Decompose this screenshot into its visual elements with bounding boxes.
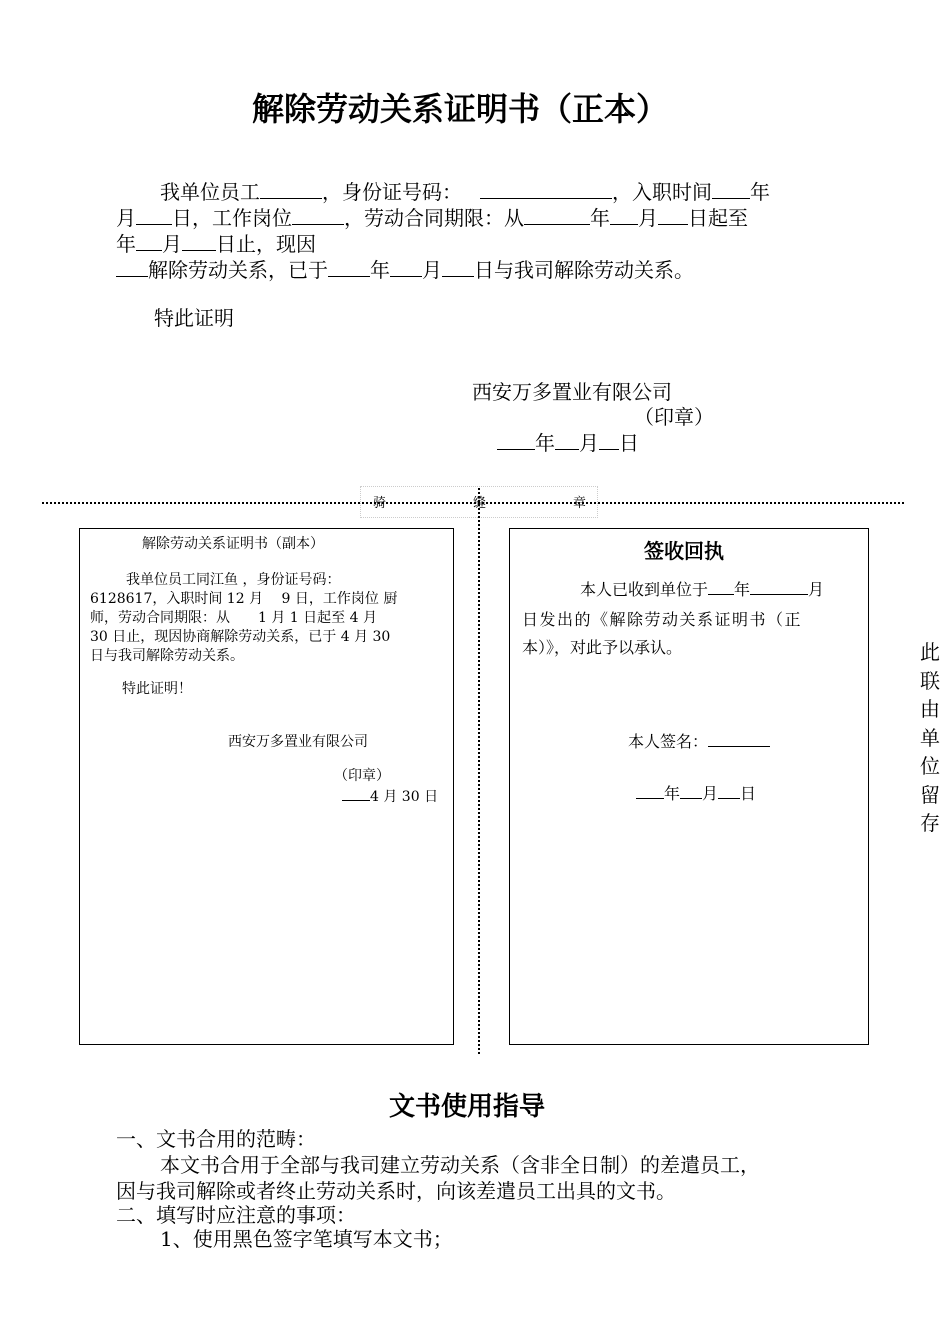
- copy-certify: 特此证明！: [122, 681, 192, 697]
- blank-contract-end-day[interactable]: [182, 232, 216, 251]
- blank-hire-year[interactable]: [712, 180, 750, 199]
- guide-section-2: 二、填写时应注意的事项：: [116, 1203, 356, 1227]
- copy-text: 6128617，入职时间 12 月 9 日，工作岗位 厨: [90, 591, 398, 607]
- blank-receipt-date-month[interactable]: [680, 782, 702, 799]
- main-text: 日与我司解除劳动关系。: [474, 258, 694, 282]
- main-text: 月: [162, 232, 182, 256]
- receipt-text: 年: [664, 784, 681, 803]
- main-text: ，入职时间: [612, 180, 712, 204]
- blank-receipt-year[interactable]: [708, 578, 734, 595]
- cut-line-horizontal: [42, 502, 904, 504]
- signature-field[interactable]: [708, 730, 770, 747]
- main-text: 月: [116, 206, 136, 230]
- blank-position[interactable]: [292, 206, 344, 225]
- main-text: 年: [590, 206, 610, 230]
- blank-employee-name[interactable]: [260, 180, 322, 199]
- receipt-line-1: [580, 575, 824, 605]
- blank-termination-day[interactable]: [442, 258, 474, 277]
- blank-hire-month[interactable]: [136, 206, 172, 225]
- receipt-text: 年: [734, 580, 751, 599]
- copy-text: 师，劳动合同期限：从 1 月 1 日起至 4 月: [90, 610, 377, 626]
- main-text: 我单位员工: [160, 180, 260, 204]
- receipt-text: 本人签名：: [628, 732, 709, 751]
- seam-char: 章: [573, 496, 587, 511]
- blank-copy-date[interactable]: [342, 786, 370, 801]
- receipt-title: 签收回执: [644, 539, 724, 563]
- copy-title: 解除劳动关系证明书（副本）: [142, 536, 324, 552]
- receipt-text: 日: [740, 784, 757, 803]
- blank-date-month[interactable]: [555, 431, 579, 450]
- main-text: ，劳动合同期限：从: [344, 206, 524, 230]
- main-text: 解除劳动关系，已于: [148, 258, 328, 282]
- main-text: 年: [370, 258, 390, 282]
- copy-text: 我单位员工同江鱼 ，身份证号码：: [126, 572, 341, 588]
- copy-date: [342, 786, 438, 807]
- blank-reason[interactable]: [116, 258, 148, 277]
- guide-title: 文书使用指导: [388, 1092, 545, 1122]
- main-line-2: [116, 205, 748, 231]
- copy-seal: （印章）: [334, 768, 390, 784]
- main-text: 月: [422, 258, 442, 282]
- blank-date-year[interactable]: [497, 431, 535, 450]
- copy-company: 西安万多置业有限公司: [228, 734, 368, 750]
- main-text: 日止，现因: [216, 232, 316, 256]
- blank-contract-end-month[interactable]: [136, 232, 162, 251]
- main-text: 月: [638, 206, 658, 230]
- blank-receipt-date-day[interactable]: [718, 782, 740, 799]
- receipt-text: 月: [702, 784, 719, 803]
- company-name: 西安万多置业有限公司: [472, 380, 672, 404]
- copy-text: 30 日止，现因协商解除劳动关系，已于 4 月 30: [90, 629, 391, 645]
- certify-text: 特此证明: [154, 306, 234, 330]
- copy-box: [79, 528, 454, 1045]
- main-date: [497, 430, 639, 456]
- document-title: 解除劳动关系证明书（正本）: [251, 90, 668, 128]
- cut-line-vertical: [478, 488, 480, 1054]
- blank-contract-start-year[interactable]: [524, 206, 590, 225]
- seal-label: （印章）: [634, 405, 714, 429]
- main-text: 日起至: [688, 206, 748, 230]
- receipt-line-3: 本）》，对此予以承认。: [522, 638, 683, 657]
- guide-text: 1、使用黑色签字笔填写本文书；: [160, 1227, 453, 1251]
- blank-receipt-date-year[interactable]: [636, 782, 664, 799]
- seam-char: 骑: [373, 496, 387, 511]
- receipt-date: [636, 779, 756, 809]
- main-text: 日: [619, 431, 639, 455]
- copy-text: 4 月 30 日: [370, 789, 439, 805]
- blank-contract-start-day[interactable]: [658, 206, 688, 225]
- receipt-sign: [628, 727, 770, 757]
- main-text: ，身份证号码：: [322, 180, 462, 204]
- main-line-1: [160, 179, 770, 205]
- side-note: 此联由单位留存: [920, 640, 940, 835]
- blank-date-day[interactable]: [599, 431, 619, 450]
- main-text: 日，工作岗位: [172, 206, 292, 230]
- receipt-line-2: 日发出的《解除劳动关系证明书（正: [522, 610, 803, 629]
- seam-char: 缝: [473, 496, 487, 511]
- blank-termination-month[interactable]: [390, 258, 422, 277]
- receipt-text: 本人已收到单位于: [580, 580, 709, 599]
- receipt-box: [509, 528, 869, 1045]
- main-text: 年: [535, 431, 555, 455]
- copy-text: 日与我司解除劳动关系。: [90, 648, 244, 664]
- guide-text: 因与我司解除或者终止劳动关系时，向该差遣员工出具的文书。: [116, 1179, 676, 1203]
- main-text: 年: [116, 232, 136, 256]
- blank-receipt-month[interactable]: [750, 578, 808, 595]
- main-text: 年: [750, 180, 770, 204]
- blank-termination-year[interactable]: [328, 258, 370, 277]
- blank-contract-start-month[interactable]: [610, 206, 638, 225]
- blank-id-number[interactable]: [480, 180, 612, 199]
- main-line-3: [116, 231, 316, 257]
- main-text: 月: [579, 431, 599, 455]
- main-line-4: [116, 257, 694, 283]
- guide-text: 本文书合用于全部与我司建立劳动关系（含非全日制）的差遣员工，: [160, 1153, 760, 1177]
- guide-section-1: 一、文书合用的范畴：: [116, 1127, 316, 1151]
- receipt-text: 月: [808, 580, 825, 599]
